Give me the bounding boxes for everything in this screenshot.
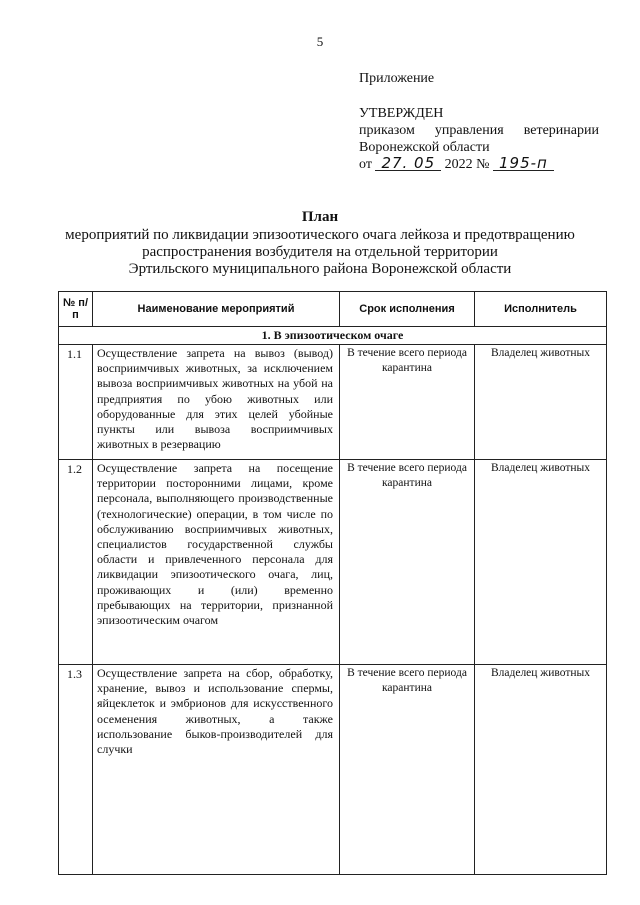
row-term: В течение всего периода карантина xyxy=(340,665,475,875)
order-line-1 xyxy=(359,122,599,139)
header-num: № п/п xyxy=(59,292,93,327)
section-row xyxy=(59,327,607,345)
header-executor: Исполнитель xyxy=(475,292,607,327)
row-executor: Владелец животных xyxy=(475,460,607,665)
plan-table xyxy=(58,291,607,875)
date-year-number: 2022 № xyxy=(444,157,490,172)
document-title: План xyxy=(301,209,339,225)
order-word: ветеринарии xyxy=(523,123,599,138)
row-number: 1.2 xyxy=(59,460,93,665)
order-line-2: Воронежской области xyxy=(359,140,490,155)
table-row xyxy=(59,460,607,665)
row-description: Осуществление запрета на вывоз (вывод) восприимчивых животных, за исключением вывоза восприимчивых животных на убой на предприятия по убою животных или оборудованные для этих целей убойные пункты или вывоза восприимчивых животных в резервацию xyxy=(93,345,340,460)
table-header-row xyxy=(59,292,607,327)
row-description: Осуществление запрета на сбор, обработку, хранение, вывоз и использование спермы, яйцеклеток и эмбрионов для искусственного осеменения животных, а также использование быков-производителей для случки xyxy=(93,665,340,875)
date-prefix: от xyxy=(359,157,372,172)
approval-block xyxy=(359,70,599,173)
approved-label: УТВЕРЖДЕН xyxy=(359,106,444,121)
section-title: 1. В эпизоотическом очаге xyxy=(59,327,607,345)
order-word: управления xyxy=(434,123,504,138)
spacer xyxy=(359,87,599,105)
order-word: приказом xyxy=(359,123,415,138)
subtitle-line: распространения возбудителя на отдельной территории xyxy=(142,244,498,260)
row-term: В течение всего периода карантина xyxy=(340,345,475,460)
header-term: Срок исполнения xyxy=(340,292,475,327)
table-row xyxy=(59,345,607,460)
row-description: Осуществление запрета на посещение территории посторонними лицами, кроме персонала, выполняющего производственные (технологические) операции, в том числе по обслуживанию восприимчивых животных, специалистов государственной службы области и привлеченного персонала для ликвидации эпизоотического очага, лиц, проживающих и (или) временно пребывающих на территории, признанной эпизоотическим очагом xyxy=(93,460,340,665)
row-executor: Владелец животных xyxy=(475,345,607,460)
handwritten-date: 27. 05 xyxy=(375,156,441,171)
appendix-label: Приложение xyxy=(359,71,435,86)
header-name: Наименование мероприятий xyxy=(93,292,340,327)
row-number: 1.3 xyxy=(59,665,93,875)
document-title-block xyxy=(40,209,600,278)
subtitle-line: мероприятий по ликвидации эпизоотического очага лейкоза и предотвращению xyxy=(65,227,575,243)
handwritten-order-number: 195-п xyxy=(493,156,554,171)
page-number: 5 xyxy=(316,34,324,49)
subtitle-line: Эртильского муниципального района Воронежской области xyxy=(128,261,512,277)
row-executor: Владелец животных xyxy=(475,665,607,875)
row-number: 1.1 xyxy=(59,345,93,460)
table-row xyxy=(59,665,607,875)
order-date-line xyxy=(359,156,599,173)
row-term: В течение всего периода карантина xyxy=(340,460,475,665)
